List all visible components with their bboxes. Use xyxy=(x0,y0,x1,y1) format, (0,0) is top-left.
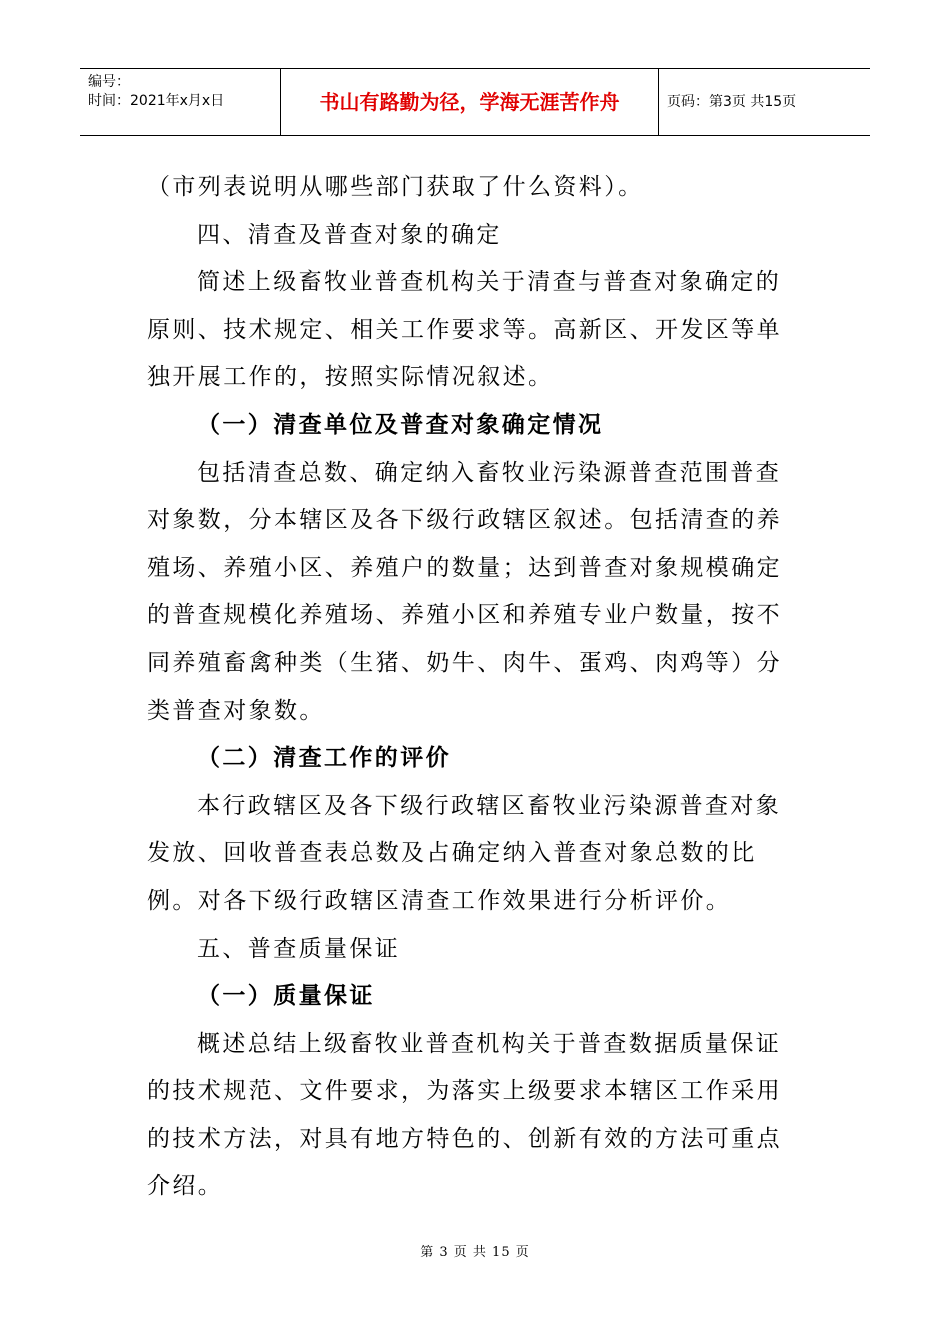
section-heading-4: 四、清查及普查对象的确定 xyxy=(197,221,502,248)
paragraph: 概述总结上级畜牧业普查机构关于普查数据质量保证的技术规范、文件要求，为落实上级要求本辖区工作采用的技术方法，对具有地方特色的、创新有效的方法可重点介绍。 xyxy=(147,1030,782,1200)
header-motto: 书山有路勤为径，学海无涯苦作舟 xyxy=(281,69,659,135)
header-page-info: 页码：第3页 共15页 xyxy=(667,94,797,110)
subsection-heading-5-1: （一）质量保证 xyxy=(197,983,375,1010)
paragraph: 本行政辖区及各下级行政辖区畜牧业污染源普查对象发放、回收普查表总数及占确定纳入普查对象总数的比例。对各下级行政辖区清查工作效果进行分析评价。 xyxy=(147,792,782,914)
document-body xyxy=(147,164,797,1211)
section-heading-5: 五、普查质量保证 xyxy=(197,935,401,962)
paragraph: （市列表说明从哪些部门获取了什么资料）。 xyxy=(147,174,644,200)
subsection-heading-4-1: （一）清查单位及普查对象确定情况 xyxy=(197,411,604,438)
header-meta xyxy=(80,69,281,135)
paragraph: 包括清查总数、确定纳入畜牧业污染源普查范围普查对象数，分本辖区及各下级行政辖区叙述。包括清查的养殖场、养殖小区、养殖户的数量；达到普查对象规模确定的普查规模化养殖场、养殖小区和养殖专业户数量，按不同养殖畜禽种类（生猪、奶牛、肉牛、蛋鸡、肉鸡等）分类普查对象数。 xyxy=(147,459,782,724)
subsection-heading-4-2: （二）清查工作的评价 xyxy=(197,745,451,772)
document-number-label: 编号： xyxy=(88,74,130,90)
page-header xyxy=(80,68,870,136)
paragraph: 简述上级畜牧业普查机构关于清查与普查对象确定的原则、技术规定、相关工作要求等。高新区、开发区等单独开展工作的，按照实际情况叙述。 xyxy=(147,269,782,391)
document-date-label: 时间：2021年x月x日 xyxy=(88,93,225,109)
page-footer: 第 3 页 共 15 页 xyxy=(420,1245,530,1260)
